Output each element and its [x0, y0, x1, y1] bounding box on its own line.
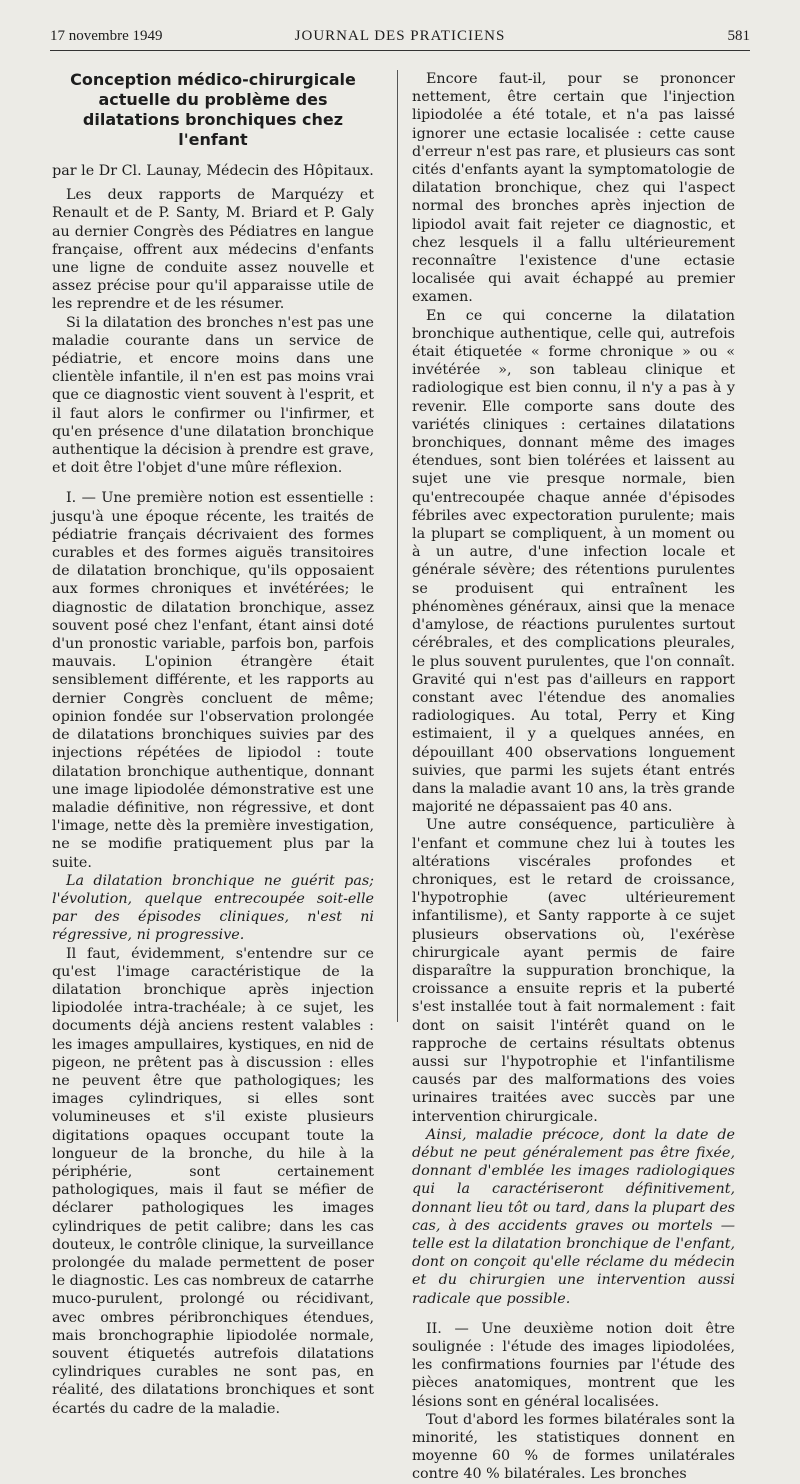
paragraph: Tout d'abord les formes bilatérales sont la minorité, les statistiques donnent en moyenne 60 % de formes unilatérales contre 40 % bilatérales. Les bronches	[412, 1411, 735, 1483]
paragraph: Encore faut-il, pour se prononcer nettement, être certain que l'injection lipiodolée a été totale, et n'a pas laissé ignorer une ectasie localisée : cette cause d'erreur n'est pas rare, et plusieurs cas sont cités d'enfants ayant la symptomatologie de dilatation bronchique, chez qui l'aspect normal des bronches après injection de lipiodol avait fait rejeter ce diagnostic, et chez lesquels il a fallu ultérieurement reconnaître l'existence d'une ectasie localisée qui avait échappé au premier examen.	[412, 71, 735, 306]
paragraph: En ce qui concerne la dilatation bronchique authentique, celle qui, autrefois était étiquetée « forme chronique » ou « invétérée », son tableau clinique et radiologique est bien connu, il n'y a pas à y revenir. Elle comporte sans doute des variétés cliniques : certaines dilatations bronchiques, donnant même des images étendues, sont bien tolérées et laissent au sujet une vie presque normale, bien qu'entrecoupée chaque année d'épisodes fébriles avec expectoration purulente; mais la plupart se compliquent, à un moment ou à un autre, d'une infection locale et générale sévère; des rétentions purulentes se produisent qui entraînent les phénomènes généraux, ainsi que la menace d'amylose, de réactions purulentes surtout cérébrales, et des complications pleurales, le plus souvent purulentes, que l'on connaît. Gravité qui n'est pas d'ailleurs en rapport constant avec l'étendue des anomalies radiologiques. Au total, Perry et King estimaient, il y a quelques années, en dépouillant 400 observations longuement suivies, que parmi les sujets étant entrés dans la maladie avant 10 ans, la très grande majorité ne dépassaient pas 40 ans.	[412, 307, 735, 816]
page-number: 581	[727, 28, 750, 44]
header-rule	[50, 50, 750, 51]
right-column	[412, 70, 735, 1484]
paragraph: Les deux rapports de Marquézy et Renault et de P. Santy, M. Briard et P. Galy au dernier Congrès des Pédiatres en langue française, offrent aux médecins d'enfants une ligne de conduite assez nouvelle et assez précise pour qu'il apparaisse utile de les reprendre et de les résumer.	[52, 187, 374, 313]
paragraph: Il faut, évidemment, s'entendre sur ce qu'est l'image caractéristique de la dilatation bronchique après injection lipiodolée intra-trachéale; à ce sujet, les documents déjà anciens restent valables : les images ampullaires, kystiques, en nid de pigeon, ne prêtent pas à discussion : elles ne peuvent être que pathologiques; les images cylindriques, si elles sont volumineuses et s'il existe plusieurs digitations opaques occupant toute la longueur de la bronche, du hile à la périphérie, sont certainement pathologiques, mais il faut se méfier de déclarer pathologiques les images cylindriques de petit calibre; dans les cas douteux, le contrôle clinique, la surveillance prolongée du malade permettent de poser le diagnostic. Les cas nombreux de catarrhe muco-purulent, prolongé ou récidivant, avec ombres péribronchiques étendues, mais bronchographie lipiodolée normale, souvent étiquetés autrefois dilatations cylindriques curables ne sont pas, en réalité, des dilatations bronchiques et sont écartés du cadre de la maladie.	[52, 945, 375, 1417]
article-title: Conception médico-chirurgicale actuelle du problème des dilatations bronchiques chez l'enfant	[70, 70, 356, 149]
paragraph: Une autre conséquence, particulière à l'enfant et commune chez lui à toutes les altérations viscérales profondes et chroniques, est le retard de croissance, l'hypotrophie (avec ultérieurement infantilisme), et Santy rapporte à ce sujet plusieurs observations où, l'exérèse chirurgicale ayant permis de faire disparaître la suppuration bronchique, la croissance a ensuite repris et la puberté s'est installée tout à fait normalement : fait dont on saisit l'intérêt quand on le rapproche de certains résultats obtenus aussi sur l'hypotrophie et l'infantilisme causés par des malformations des voies urinaires traitées avec succès par une intervention chirurgicale.	[412, 817, 735, 1125]
issue-date: 17 novembre 1949	[50, 28, 163, 44]
article-byline: par le Dr Cl. Launay, Médecin des Hôpitaux.	[52, 163, 374, 179]
paragraph-emphasis: Ainsi, maladie précoce, dont la date de début ne peut généralement pas être fixée, donnant d'emblée les images radiologiques qui la caractériseront définitivement, donnant lieu tôt ou tard, dans la plupart des cas, à des accidents graves ou mortels — telle est la dilatation bronchique de l'enfant, dont on conçoit qu'elle réclame du médecin et du chirurgien une intervention aussi radicale que possible.	[412, 1126, 735, 1307]
paragraph: Si la dilatation des bronches n'est pas une maladie courante dans un service de pédiatrie, et encore moins dans une clientèle infantile, il n'en est pas moins vrai que ce diagnostic vient souvent à l'esprit, et il faut alors le confirmer ou l'infirmer, et qu'en présence d'une dilatation bronchique authentique la décision à prendre est grave, et doit être l'objet d'une mûre réflexion.	[52, 314, 374, 477]
running-header	[50, 26, 750, 52]
paragraph: II. — Une deuxième notion doit être soulignée : l'étude des images lipiodolées, les confirmations fournies par l'étude des pièces anatomiques, montrent que les lésions sont en général localisées.	[412, 1320, 735, 1410]
paragraph-emphasis: La dilatation bronchique ne guérit pas; l'évolution, quelque entrecoupée soit-elle par des épisodes cliniques, n'est ni régressive, ni progressive.	[52, 872, 374, 944]
column-divider	[397, 70, 398, 1022]
journal-name: JOURNAL DES PRATICIENS	[294, 28, 506, 44]
left-column	[52, 70, 374, 1418]
paragraph: I. — Une première notion est essentielle : jusqu'à une époque récente, les traités de pédiatrie français décrivaient des formes curables et des formes aiguës transitoires de dilatation bronchique, qu'ils opposaient aux formes chroniques et invétérées; le diagnostic de dilatation bronchique, assez souvent posé chez l'enfant, étant ainsi doté d'un pronostic variable, parfois bon, parfois mauvais. L'opinion étrangère était sensiblement différente, et les rapports au dernier Congrès concluent de même; opinion fondée sur l'observation prolongée de dilatations bronchiques suivies par des injections répétées de lipiodol : toute dilatation bronchique authentique, donnant une image lipiodolée démonstrative est une maladie définitive, non régressive, et dont l'image, nette dès la première investigation, ne se modifie pratiquement plus par la suite.	[52, 490, 374, 871]
